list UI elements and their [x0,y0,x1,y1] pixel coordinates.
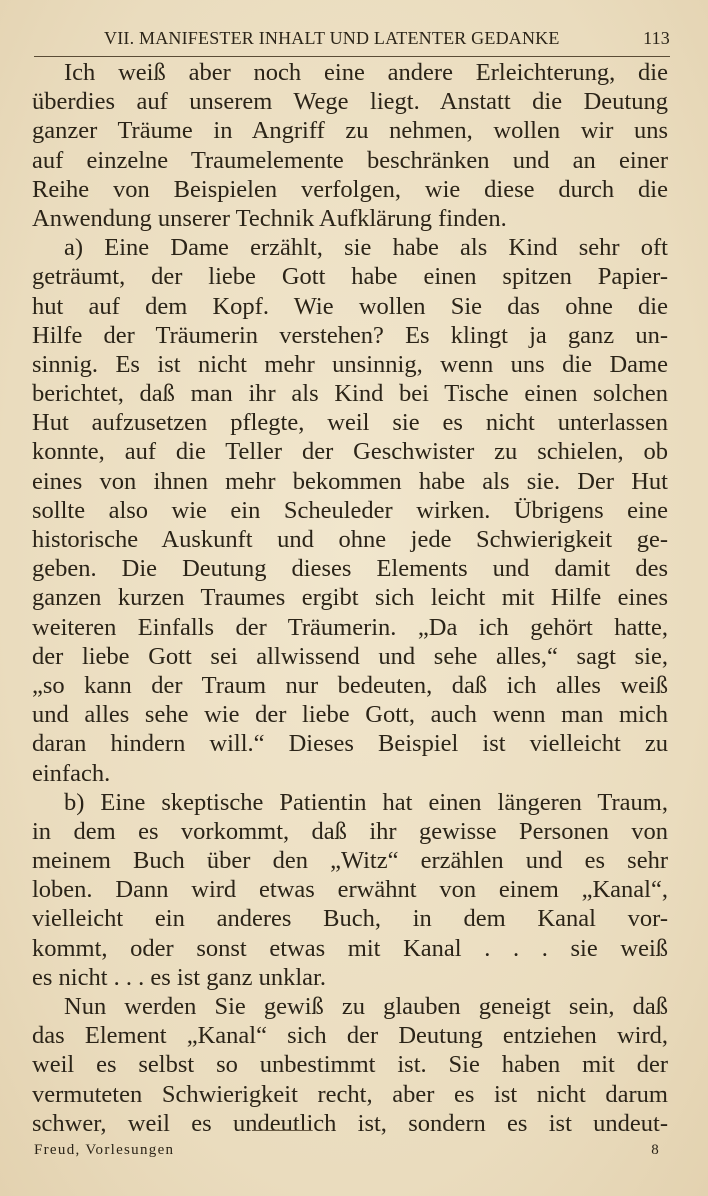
text-line: b) Eine skeptische Patientin hat einen längeren Traum, [64,788,668,816]
text-line: es nicht . . . es ist ganz unklar. [32,963,326,991]
text-line: der liebe Gott sei allwissend und sehe alles,“ sagt sie, [32,642,668,670]
text-line: historische Auskunft und ohne jede Schwierigkeit ge- [32,526,668,553]
sheet-number: 8 [651,1142,660,1158]
text-line: „so kann der Traum nur bedeuten, daß ich alles weiß [32,671,668,699]
text-line: Anwendung unserer Technik Aufklärung finden. [32,204,507,232]
text-line: schwer, weil es undeutlich ist, sondern es ist undeut- [32,1109,668,1137]
text-line: weil es selbst so unbestimmt ist. Sie haben mit der [32,1051,668,1079]
footer-rule [252,1130,312,1131]
text-line: Reihe von Beispielen verfolgen, wie diese durch die [32,175,668,203]
text-line: Hilfe der Träumerin verstehen? Es klingt ja ganz un- [32,321,668,349]
text-line: Hut aufzusetzen pflegte, weil sie es nicht unterlassen [32,409,668,437]
text-line: daran hindern will.“ Dieses Beispiel ist vielleicht zu [32,730,668,758]
text-line: weiteren Einfalls der Träumerin. „Da ich gehört hatte, [32,613,668,641]
text-line: kommt, oder sonst etwas mit Kanal . . . sie weiß [32,934,668,962]
text-line: vielleicht ein anderes Buch, in dem Kanal vor- [32,905,668,933]
text-line: a) Eine Dame erzählt, sie habe als Kind sehr oft [64,234,668,262]
text-line: sollte also wie ein Scheuleder wirken. Übrigens eine [32,496,668,524]
text-line: konnte, auf die Teller der Geschwister zu schielen, ob [32,438,668,466]
text-line: meinem Buch über den „Witz“ erzählen und es sehr [32,847,668,875]
running-head [34,28,674,54]
text-line: berichtet, daß man ihr als Kind bei Tische einen solchen [32,380,668,408]
text-line: ganzen kurzen Traumes ergibt sich leicht mit Hilfe eines [32,584,668,612]
text-line: sinnig. Es ist nicht mehr unsinnig, wenn uns die Dame [32,350,668,378]
text-line: in dem es vorkommt, daß ihr gewisse Personen von [32,817,668,845]
text-line: loben. Dann wird etwas erwähnt von einem „Kanal“, [32,876,668,904]
text-line: geben. Die Deutung dieses Elements und damit des [32,555,668,583]
body-text [32,58,668,1138]
text-line: und alles sehe wie der liebe Gott, auch wenn man mich [32,701,668,729]
page-number: 113 [643,28,670,48]
signature-mark: Freud, Vorlesungen [34,1142,175,1158]
text-line: hut auf dem Kopf. Wie wollen Sie das ohne die [32,292,668,320]
running-head-title: VII. MANIFESTER INHALT UND LATENTER GEDANKE [104,28,560,48]
text-line: vermuteten Schwierigkeit recht, aber es ist nicht darum [32,1080,668,1108]
text-line: einfach. [32,759,111,787]
text-line: ganzer Träume in Angriff zu nehmen, wollen wir uns [32,117,668,145]
text-line: auf einzelne Traumelemente beschränken und an einer [32,146,668,174]
text-line: geträumt, der liebe Gott habe einen spitzen Papier- [32,263,668,291]
header-rule [34,56,670,57]
text-line: eines von ihnen mehr bekommen habe als sie. Der Hut [32,467,668,495]
page-footer [34,1142,666,1164]
text-line: Nun werden Sie gewiß zu glauben geneigt sein, daß [64,993,668,1020]
text-line: das Element „Kanal“ sich der Deutung entziehen wird, [32,1022,668,1050]
text-line: überdies auf unserem Wege liegt. Anstatt die Deutung [32,88,668,116]
text-line: Ich weiß aber noch eine andere Erleichterung, die [64,59,668,86]
